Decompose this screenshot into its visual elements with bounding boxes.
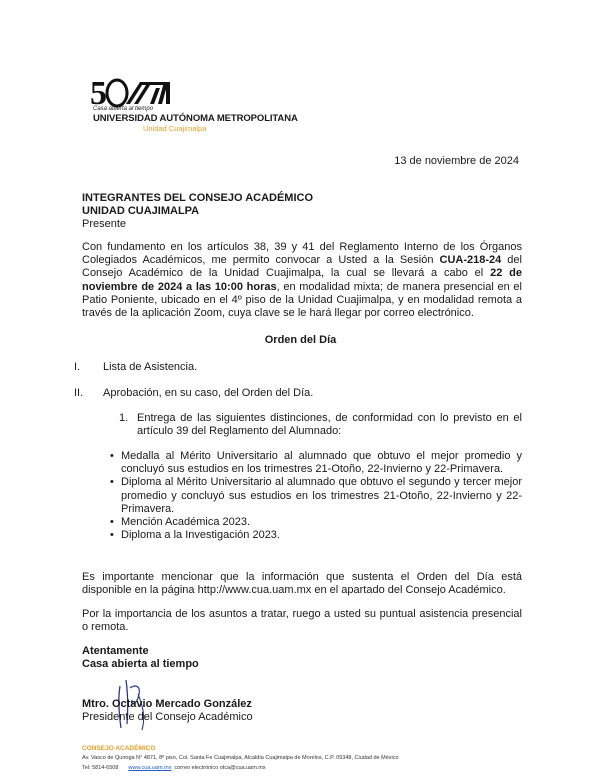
closing-line-2: Casa abierta al tiempo bbox=[82, 658, 199, 670]
logo-tagline: Casa abierta al tiempo bbox=[93, 106, 154, 112]
intro-part-2: del Consejo Académico de la Unidad Cuajimalpa, la cual se llevará a cabo el bbox=[82, 254, 522, 280]
letter-date: 13 de noviembre de 2024 bbox=[394, 155, 519, 167]
request-paragraph: Por la importancia de los asuntos a tratar, ruego a usted su puntual asistencia presencial o remota. bbox=[82, 608, 522, 634]
intro-part-1: Con fundamento en los artículos 38, 39 y 41 del Reglamento Interno de los Órganos Colegiados Académicos, me permito convocar a Usted a la Sesión bbox=[82, 241, 522, 267]
list-item: • Diploma a la Investigación 2023. bbox=[108, 529, 522, 542]
uam-50-years-logo bbox=[90, 74, 180, 110]
signer-title: Presidente del Consejo Académico bbox=[82, 711, 253, 723]
note-paragraph: Es importante mencionar que la información que sustenta el Orden del Día está disponible en la página http://www.cua.uam.mx en el apartado del Consejo Académico. bbox=[82, 571, 522, 597]
footer-email: correo electrónico otca@cua.uam.mx bbox=[174, 765, 266, 771]
recipient-line-3: Presente bbox=[82, 218, 127, 230]
university-name: UNIVERSIDAD AUTÓNOMA METROPOLITANA bbox=[93, 113, 298, 124]
recipient-line-2: UNIDAD CUAJIMALPA bbox=[82, 205, 200, 217]
agenda-item-2-number: II. bbox=[74, 387, 84, 399]
footer-title: CONSEJO ACADÉMICO bbox=[82, 745, 156, 752]
agenda-item-1-text: Lista de Asistencia. bbox=[103, 361, 198, 373]
footer-phone: Tel: 5814-6508 bbox=[82, 765, 119, 771]
agenda-subitem-text: Entrega de las siguientes distinciones, de conformidad con lo previsto en el artículo 39 del Reglamento del Alumnado: bbox=[137, 412, 522, 438]
agenda-subitem-number: 1. bbox=[119, 412, 129, 424]
svg-text:5: 5 bbox=[90, 75, 107, 110]
session-datetime: 22 de noviembre de 2024 a las 10:00 horas bbox=[82, 267, 522, 293]
intro-part-3: , en modalidad mixta; de manera presencial en el Patio Poniente, ubicado en el 4º piso de la Unidad Cuajimalpa, y en modalidad remota a través de la aplicación Zoom, cuya clave se le hará llegar por correo electrónico. bbox=[82, 280, 522, 320]
agenda-item-2-text: Aprobación, en su caso, del Orden del Día. bbox=[103, 387, 314, 399]
recipients-block bbox=[82, 192, 313, 231]
footer-website-link[interactable]: www.cua.uam.mx bbox=[128, 765, 172, 771]
recipient-line-1: INTEGRANTES DEL CONSEJO ACADÉMICO bbox=[82, 192, 314, 204]
footer-address: Av. Vasco de Quiroga N° 4871, 8º piso, Col. Santa Fe Cuajimalpa, Alcaldía Cuajimalpa de Morelos, C.P. 05348, Ciudad de México bbox=[82, 755, 399, 761]
signer-name: Mtro. Octavio Mercado González bbox=[82, 698, 252, 710]
list-item: • Medalla al Mérito Universitario al alumnado que obtuvo el mejor promedio y concluyó sus estudios en los trimestres 21-Otoño, 22-Invierno y 22-Primavera. bbox=[108, 450, 522, 476]
session-id: CUA-218-24 bbox=[439, 254, 502, 267]
intro-paragraph bbox=[82, 241, 522, 320]
agenda-item-1-number: I. bbox=[74, 361, 81, 373]
university-unit: Unidad Cuajimalpa bbox=[143, 124, 207, 133]
signer-block bbox=[82, 698, 253, 724]
list-item: • Diploma al Mérito Universitario al alumnado que obtuvo el segundo y tercer mejor promedio y concluyó sus estudios en los trimestres 21-Otoño, 22-Invierno y 22-Primavera. bbox=[108, 476, 522, 516]
closing-line-1: Atentamente bbox=[82, 645, 149, 657]
agenda-heading: Orden del Día bbox=[264, 334, 337, 346]
footer-contact bbox=[82, 765, 266, 771]
list-item: • Mención Académica 2023. bbox=[108, 516, 522, 529]
distinctions-list bbox=[108, 450, 522, 542]
